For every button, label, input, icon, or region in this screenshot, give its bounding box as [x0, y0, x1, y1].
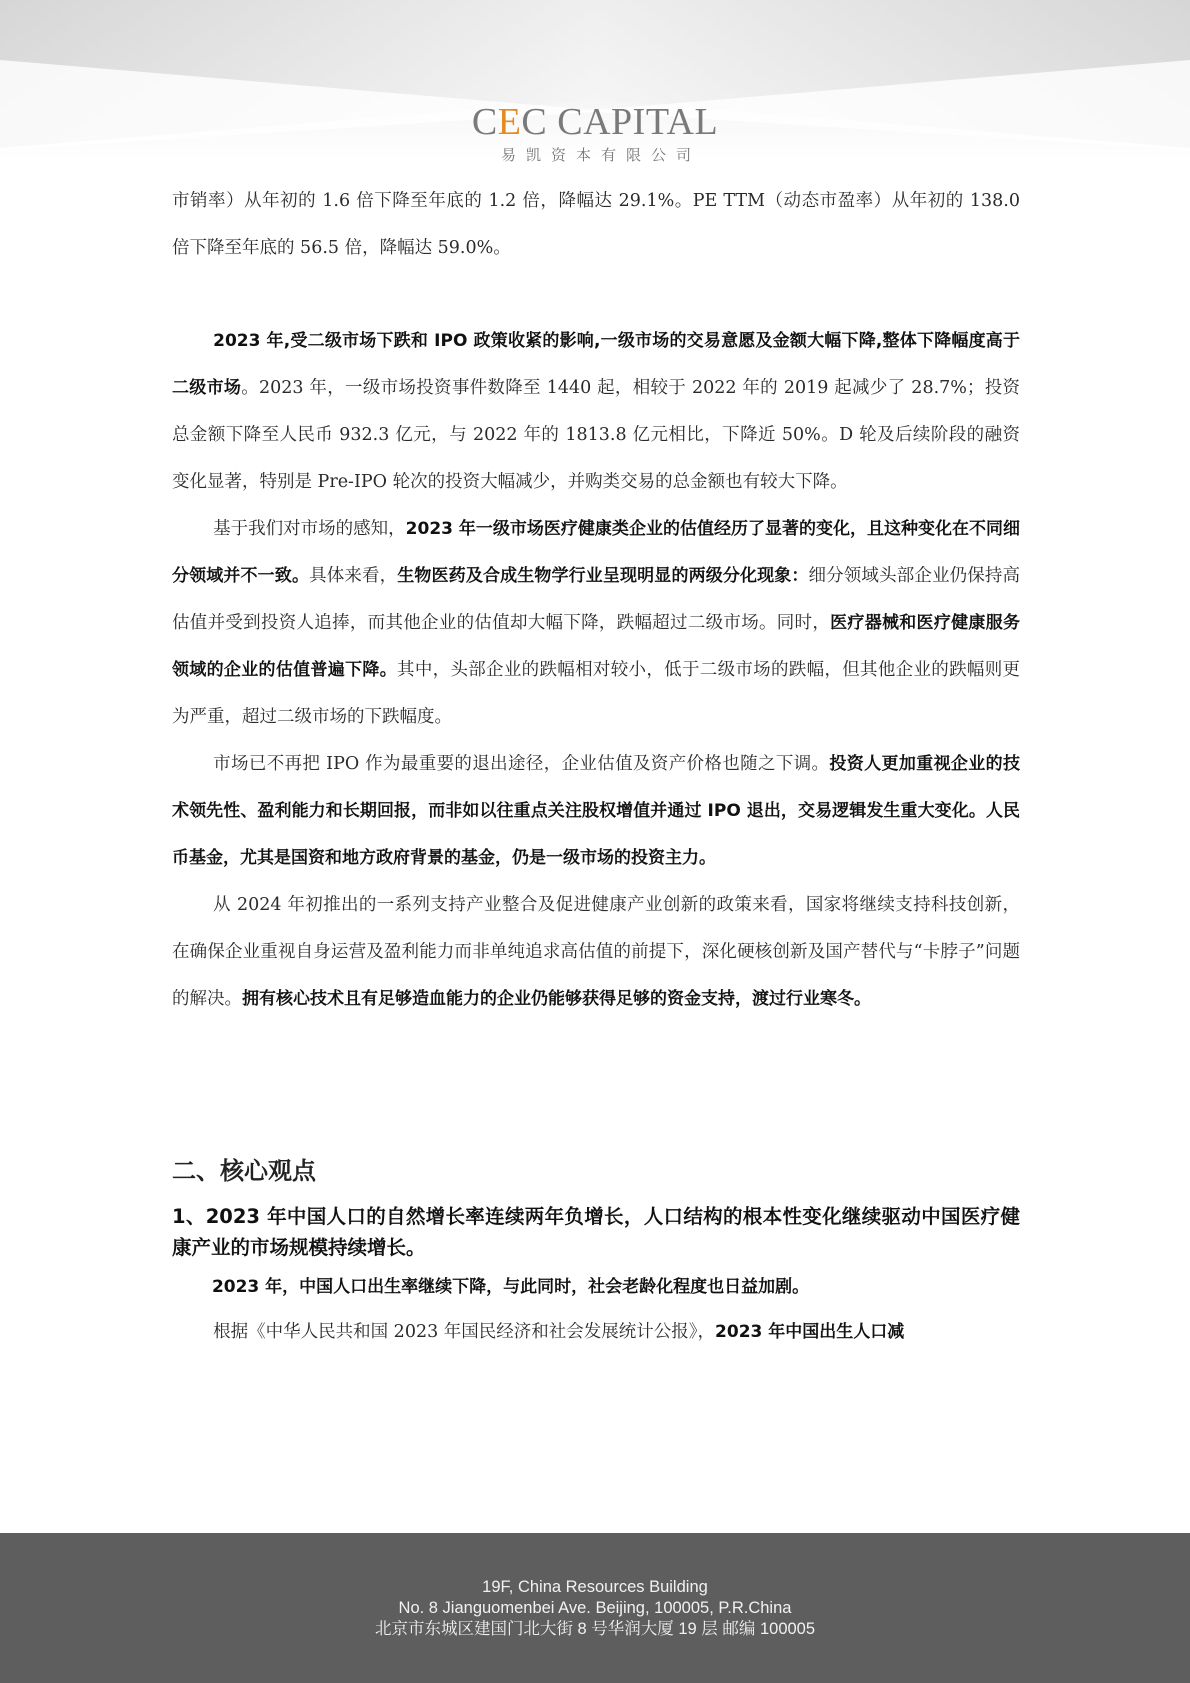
paragraph-policy: 从 2024 年初推出的一系列支持产业整合及促进健康产业创新的政策来看，国家将继续支持科技创新，在确保企业重视自身运营及盈利能力而非单纯追求高估值的前提下，深化硬核创新及国产替代与“卡脖子”问题的解决。拥有核心技术且有足够造血能力的企业仍能够获得足够的资金支持，渡过行业寒冬。: [172, 895, 1020, 1009]
footer-address-line-2: No. 8 Jianguomenbei Ave. Beijing, 100005, P.R.China: [398, 1599, 792, 1617]
emphasis-text: 拥有核心技术且有足够造血能力的企业仍能够获得足够的资金支持，渡过行业寒冬。: [242, 989, 871, 1009]
logo-wordmark: CEC CAPITAL: [471, 101, 719, 143]
section-heading: 二、核心观点: [172, 1157, 316, 1185]
company-logo: [0, 102, 1190, 165]
paragraph-valuation: 市销率）从年初的 1.6 倍下降至年底的 1.2 倍，降幅达 29.1%。PE TTM（动态市盈率）从年初的 138.0 倍下降至年底的 56.5 倍，降幅达 59.0%。: [172, 191, 1020, 258]
lead-statement: 2023 年，中国人口出生率继续下降，与此同时，社会老龄化程度也日益加剧。: [211, 1277, 810, 1297]
footer-address-line-3: 北京市东城区建国门北大街 8 号华润大厦 19 层 邮编 100005: [374, 1620, 816, 1638]
document-body: [172, 178, 1020, 1356]
paragraph-exit-paths: 市场已不再把 IPO 作为最重要的退出途径，企业估值及资产价格也随之下调。投资人更加重视企业的技术领先性、盈利能力和长期回报，而非如以往重点关注股权增值并通过 IPO 退出，交易逻辑发生重大变化。人民币基金，尤其是国资和地方政府背景的基金，仍是一级市场的投资主力。: [172, 754, 1020, 868]
emphasis-text: 投资人更加重视企业的技术领先性、盈利能力和长期回报，而非如以往重点关注股权增值并通过 IPO 退出，交易逻辑发生重大变化。人民币基金，尤其是国资和地方政府背景的基金，仍是一级市场的投资主力。: [172, 754, 1020, 868]
emphasis-text: 2023 年,受二级市场下跌和 IPO 政策收紧的影响,一级市场的交易意愿及金额大幅下降,整体下降幅度高于二级市场: [172, 331, 1020, 398]
paragraph-statistics: 根据《中华人民共和国 2023 年国民经济和社会发展统计公报》，2023 年中国出生人口减: [213, 1322, 905, 1342]
emphasis-text: 医疗器械和医疗健康服务领域的企业的估值普遍下降。: [172, 613, 1020, 680]
emphasis-text: 2023 年中国出生人口减: [715, 1322, 905, 1342]
paragraph-primary-market: 2023 年,受二级市场下跌和 IPO 政策收紧的影响,一级市场的交易意愿及金额大幅下降,整体下降幅度高于二级市场。2023 年，一级市场投资事件数降至 1440 起，相较于 2022 年的 2019 起减少了 28.7%；投资总金额下降至人民币 932.3 亿元，与 2022 年的 1813.8 亿元相比，下降近 50%。D 轮及后续阶段的融资变化显著，特别是 Pre-IPO 轮次的投资大幅减少，并购类交易的总金额也有较大下降。: [172, 331, 1021, 492]
emphasis-text: 生物医药及合成生物学行业呈现明显的两级分化现象：: [397, 566, 809, 586]
footer-address-line-1: 19F, China Resources Building: [482, 1578, 708, 1596]
subsection-heading: 1、2023 年中国人口的自然增长率连续两年负增长，人口结构的根本性变化继续驱动中国医疗健康产业的市场规模持续增长。: [172, 1205, 1020, 1259]
emphasis-text: 2023 年一级市场医疗健康类企业的估值经历了显著的变化，且这种变化在不同细分领域并不一致。: [172, 519, 1021, 586]
page-footer: [0, 1533, 1190, 1683]
paragraph-valuation-change: 基于我们对市场的感知，2023 年一级市场医疗健康类企业的估值经历了显著的变化，且这种变化在不同细分领域并不一致。具体来看，生物医药及合成生物学行业呈现明显的两级分化现象：细分领域头部企业仍保持高估值并受到投资人追捧，而其他企业的估值却大幅下降，跌幅超过二级市场。同时，医疗器械和医疗健康服务领域的企业的估值普遍下降。其中，头部企业的跌幅相对较小，低于二级市场的跌幅，但其他企业的跌幅则更为严重，超过二级市场的下跌幅度。: [172, 519, 1021, 727]
logo-subtitle: 易凯资本有限公司: [500, 146, 701, 164]
